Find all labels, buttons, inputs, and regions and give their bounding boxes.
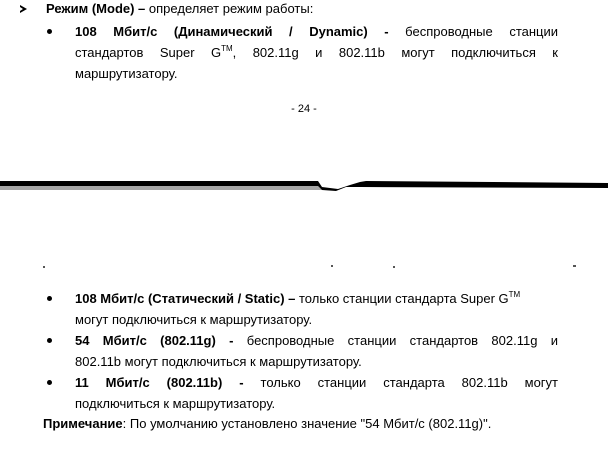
static-line-1 [75, 288, 558, 309]
b-bold: 11 Мбит/с (802.11b) - [75, 375, 244, 390]
static-text: только станции стандарта Super G [295, 291, 509, 306]
static-line-2: могут подключиться к маршрутизатору. [75, 312, 313, 327]
trademark-sup: TM [508, 290, 521, 299]
dynamic-mode-item [75, 21, 558, 84]
b-text: только станции стандарта 802.11b могут [243, 375, 558, 390]
b-mode-item [75, 372, 558, 414]
dynamic-bold: 108 Мбит/с (Динамический / Dynamic) - [75, 24, 389, 39]
scan-dot [331, 265, 333, 267]
g-line-1 [75, 330, 558, 351]
note-text: : По умолчанию установлено значение "54 Мбит/с (802.11g)". [122, 416, 492, 431]
page-break-divider [0, 176, 608, 192]
mode-heading-text: определяет режим работы: [145, 1, 314, 16]
trademark-sup: TM [221, 44, 233, 53]
g-mode-item [75, 330, 558, 372]
dynamic-line-1 [75, 21, 558, 42]
static-bold: 108 Мбит/с (Статический / Static) – [75, 291, 296, 306]
mode-heading [46, 0, 313, 18]
bullet-icon [47, 380, 52, 385]
bullet-icon [47, 29, 52, 34]
g-text: беспроводные станции стандартов 802.11g и [233, 333, 559, 348]
note-label: Примечание [43, 416, 123, 431]
dynamic-text: беспроводные станции [388, 24, 559, 39]
dynamic-line-2b: , 802.11g и 802.11b могут подключиться к [232, 45, 558, 60]
bullet-icon [47, 338, 52, 343]
page-number: - 24 - [291, 103, 317, 115]
dynamic-line-3: маршрутизатору. [75, 66, 178, 81]
mode-heading-bold: Режим (Mode) – [46, 1, 146, 16]
g-line-2: 802.11b могут подключиться к маршрутизатору. [75, 354, 362, 369]
dynamic-line-2 [75, 42, 558, 63]
scan-dot [393, 266, 395, 268]
static-mode-item [75, 288, 558, 330]
bullet-icon [47, 296, 52, 301]
b-line-2: подключиться к маршрутизатору. [75, 396, 276, 411]
g-bold: 54 Мбит/с (802.11g) - [75, 333, 234, 348]
scan-dot [573, 265, 576, 267]
arrow-bullet-icon [20, 5, 27, 13]
b-line-1 [75, 372, 558, 393]
dynamic-line-2a: стандартов Super G [75, 45, 222, 60]
scan-dot [43, 266, 45, 268]
note [43, 415, 491, 433]
